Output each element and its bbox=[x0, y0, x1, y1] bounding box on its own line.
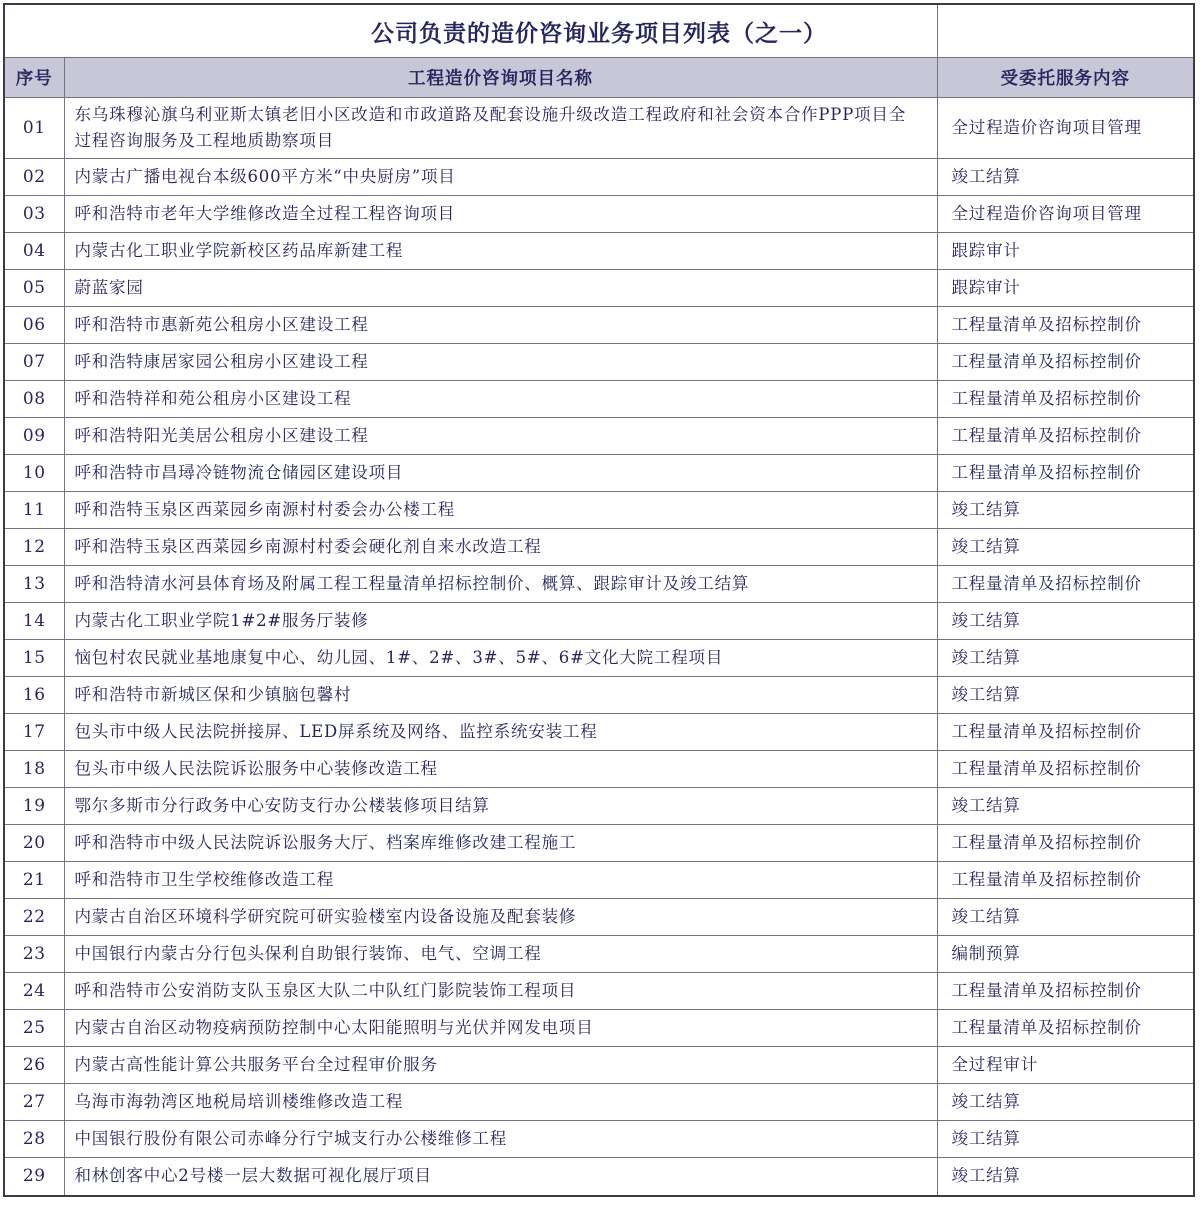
cell-service: 竣工结算 bbox=[937, 788, 1193, 825]
table-row bbox=[5, 936, 1193, 973]
cell-service: 工程量清单及招标控制价 bbox=[937, 862, 1193, 899]
cell-name: 内蒙古高性能计算公共服务平台全过程审价服务 bbox=[64, 1047, 937, 1084]
table-header bbox=[5, 58, 1193, 98]
cell-no: 11 bbox=[5, 492, 64, 529]
cell-name: 呼和浩特玉泉区西菜园乡南源村村委会办公楼工程 bbox=[64, 492, 937, 529]
table-row bbox=[5, 381, 1193, 418]
table-row bbox=[5, 603, 1193, 640]
cell-no: 29 bbox=[5, 1158, 64, 1195]
cell-name: 内蒙古自治区环境科学研究院可研实验楼室内设备设施及配套装修 bbox=[64, 899, 937, 936]
cell-name: 呼和浩特市卫生学校维修改造工程 bbox=[64, 862, 937, 899]
cell-name: 呼和浩特清水河县体育场及附属工程工程量清单招标控制价、概算、跟踪审计及竣工结算 bbox=[64, 566, 937, 603]
cell-name: 中国银行内蒙古分行包头保利自助银行装饰、电气、空调工程 bbox=[64, 936, 937, 973]
cell-no: 10 bbox=[5, 455, 64, 492]
table-row bbox=[5, 529, 1193, 566]
cell-no: 01 bbox=[5, 98, 64, 159]
cell-name: 呼和浩特市昌璕冷链物流仓储园区建设项目 bbox=[64, 455, 937, 492]
page-title: 公司负责的造价咨询业务项目列表（之一） bbox=[371, 19, 827, 47]
table-row bbox=[5, 1084, 1193, 1121]
cell-no: 13 bbox=[5, 566, 64, 603]
cell-no: 25 bbox=[5, 1010, 64, 1047]
cell-service: 工程量清单及招标控制价 bbox=[937, 1010, 1193, 1047]
cell-service: 工程量清单及招标控制价 bbox=[937, 307, 1193, 344]
project-table bbox=[3, 3, 1195, 1197]
cell-name: 呼和浩特康居家园公租房小区建设工程 bbox=[64, 344, 937, 381]
cell-name: 内蒙古自治区动物疫病预防控制中心太阳能照明与光伏并网发电项目 bbox=[64, 1010, 937, 1047]
cell-service: 跟踪审计 bbox=[937, 270, 1193, 307]
table-row bbox=[5, 1158, 1193, 1195]
table-row bbox=[5, 196, 1193, 233]
cell-service: 竣工结算 bbox=[937, 1121, 1193, 1158]
cell-service: 工程量清单及招标控制价 bbox=[937, 455, 1193, 492]
cell-service: 竣工结算 bbox=[937, 159, 1193, 196]
cell-no: 05 bbox=[5, 270, 64, 307]
table-body bbox=[5, 98, 1193, 1195]
cell-name: 呼和浩特阳光美居公租房小区建设工程 bbox=[64, 418, 937, 455]
cell-name: 和林创客中心2号楼一层大数据可视化展厅项目 bbox=[64, 1158, 937, 1195]
table-row bbox=[5, 640, 1193, 677]
table-row bbox=[5, 1010, 1193, 1047]
cell-no: 08 bbox=[5, 381, 64, 418]
cell-name: 乌海市海勃湾区地税局培训楼维修改造工程 bbox=[64, 1084, 937, 1121]
table-row bbox=[5, 566, 1193, 603]
cell-service: 竣工结算 bbox=[937, 899, 1193, 936]
cell-name: 呼和浩特市新城区保和少镇脑包馨村 bbox=[64, 677, 937, 714]
table-row bbox=[5, 899, 1193, 936]
cell-name: 呼和浩特祥和苑公租房小区建设工程 bbox=[64, 381, 937, 418]
title-row bbox=[5, 5, 1193, 57]
cell-no: 26 bbox=[5, 1047, 64, 1084]
cell-no: 19 bbox=[5, 788, 64, 825]
cell-service: 全过程审计 bbox=[937, 1047, 1193, 1084]
table-row bbox=[5, 270, 1193, 307]
table-row bbox=[5, 751, 1193, 788]
cell-no: 16 bbox=[5, 677, 64, 714]
cell-name: 蔚蓝家园 bbox=[64, 270, 937, 307]
cell-no: 12 bbox=[5, 529, 64, 566]
cell-no: 17 bbox=[5, 714, 64, 751]
cell-service: 竣工结算 bbox=[937, 603, 1193, 640]
cell-name: 呼和浩特市惠新苑公租房小区建设工程 bbox=[64, 307, 937, 344]
cell-name: 内蒙古化工职业学院1#2#服务厅装修 bbox=[64, 603, 937, 640]
cell-service: 跟踪审计 bbox=[937, 233, 1193, 270]
cell-name: 呼和浩特市公安消防支队玉泉区大队二中队红门影院装饰工程项目 bbox=[64, 973, 937, 1010]
cell-no: 03 bbox=[5, 196, 64, 233]
cell-service: 竣工结算 bbox=[937, 1084, 1193, 1121]
cell-service: 工程量清单及招标控制价 bbox=[937, 344, 1193, 381]
table-row bbox=[5, 492, 1193, 529]
cell-name: 恼包村农民就业基地康复中心、幼儿园、1#、2#、3#、5#、6#文化大院工程项目 bbox=[64, 640, 937, 677]
cell-service: 竣工结算 bbox=[937, 492, 1193, 529]
table-row bbox=[5, 677, 1193, 714]
cell-service: 竣工结算 bbox=[937, 640, 1193, 677]
table-row bbox=[5, 1121, 1193, 1158]
cell-no: 18 bbox=[5, 751, 64, 788]
header-no: 序号 bbox=[5, 58, 64, 98]
table-row bbox=[5, 98, 1193, 159]
cell-name: 内蒙古广播电视台本级600平方米“中央厨房”项目 bbox=[64, 159, 937, 196]
cell-service: 竣工结算 bbox=[937, 677, 1193, 714]
cell-name: 呼和浩特玉泉区西菜园乡南源村村委会硬化剂自来水改造工程 bbox=[64, 529, 937, 566]
cell-no: 04 bbox=[5, 233, 64, 270]
table-row bbox=[5, 788, 1193, 825]
cell-service: 工程量清单及招标控制价 bbox=[937, 751, 1193, 788]
table-row bbox=[5, 1047, 1193, 1084]
cell-service: 工程量清单及招标控制价 bbox=[937, 381, 1193, 418]
cell-service: 编制预算 bbox=[937, 936, 1193, 973]
cell-no: 14 bbox=[5, 603, 64, 640]
cell-service: 工程量清单及招标控制价 bbox=[937, 825, 1193, 862]
header-project-name: 工程造价咨询项目名称 bbox=[64, 58, 937, 98]
cell-name: 包头市中级人民法院拼接屏、LED屏系统及网络、监控系统安装工程 bbox=[64, 714, 937, 751]
cell-name: 东乌珠穆沁旗乌利亚斯太镇老旧小区改造和市政道路及配套设施升级改造工程政府和社会资本合作PPP项目全过程咨询服务及工程地质勘察项目 bbox=[64, 98, 937, 159]
cell-name: 呼和浩特市老年大学维修改造全过程工程咨询项目 bbox=[64, 196, 937, 233]
title-row-column-divider bbox=[937, 5, 938, 57]
table-row bbox=[5, 344, 1193, 381]
cell-no: 02 bbox=[5, 159, 64, 196]
project-list-table bbox=[5, 57, 1193, 1195]
cell-service: 工程量清单及招标控制价 bbox=[937, 418, 1193, 455]
table-row bbox=[5, 825, 1193, 862]
header-service: 受委托服务内容 bbox=[937, 58, 1193, 98]
cell-no: 27 bbox=[5, 1084, 64, 1121]
cell-name: 鄂尔多斯市分行政务中心安防支行办公楼装修项目结算 bbox=[64, 788, 937, 825]
cell-service: 竣工结算 bbox=[937, 529, 1193, 566]
cell-no: 07 bbox=[5, 344, 64, 381]
cell-no: 09 bbox=[5, 418, 64, 455]
table-row bbox=[5, 307, 1193, 344]
cell-no: 24 bbox=[5, 973, 64, 1010]
cell-no: 23 bbox=[5, 936, 64, 973]
table-row bbox=[5, 973, 1193, 1010]
header-row bbox=[5, 58, 1193, 98]
cell-service: 全过程造价咨询项目管理 bbox=[937, 196, 1193, 233]
cell-no: 20 bbox=[5, 825, 64, 862]
cell-name: 包头市中级人民法院诉讼服务中心装修改造工程 bbox=[64, 751, 937, 788]
table-row bbox=[5, 418, 1193, 455]
cell-service: 工程量清单及招标控制价 bbox=[937, 973, 1193, 1010]
cell-no: 21 bbox=[5, 862, 64, 899]
table-row bbox=[5, 714, 1193, 751]
cell-service: 工程量清单及招标控制价 bbox=[937, 566, 1193, 603]
table-row bbox=[5, 159, 1193, 196]
cell-service: 工程量清单及招标控制价 bbox=[937, 714, 1193, 751]
cell-no: 28 bbox=[5, 1121, 64, 1158]
cell-no: 22 bbox=[5, 899, 64, 936]
table-row bbox=[5, 455, 1193, 492]
table-row bbox=[5, 862, 1193, 899]
cell-service: 竣工结算 bbox=[937, 1158, 1193, 1195]
cell-no: 06 bbox=[5, 307, 64, 344]
table-row bbox=[5, 233, 1193, 270]
cell-name: 中国银行股份有限公司赤峰分行宁城支行办公楼维修工程 bbox=[64, 1121, 937, 1158]
cell-name: 呼和浩特市中级人民法院诉讼服务大厅、档案库维修改建工程施工 bbox=[64, 825, 937, 862]
cell-name: 内蒙古化工职业学院新校区药品库新建工程 bbox=[64, 233, 937, 270]
cell-service: 全过程造价咨询项目管理 bbox=[937, 98, 1193, 159]
cell-no: 15 bbox=[5, 640, 64, 677]
